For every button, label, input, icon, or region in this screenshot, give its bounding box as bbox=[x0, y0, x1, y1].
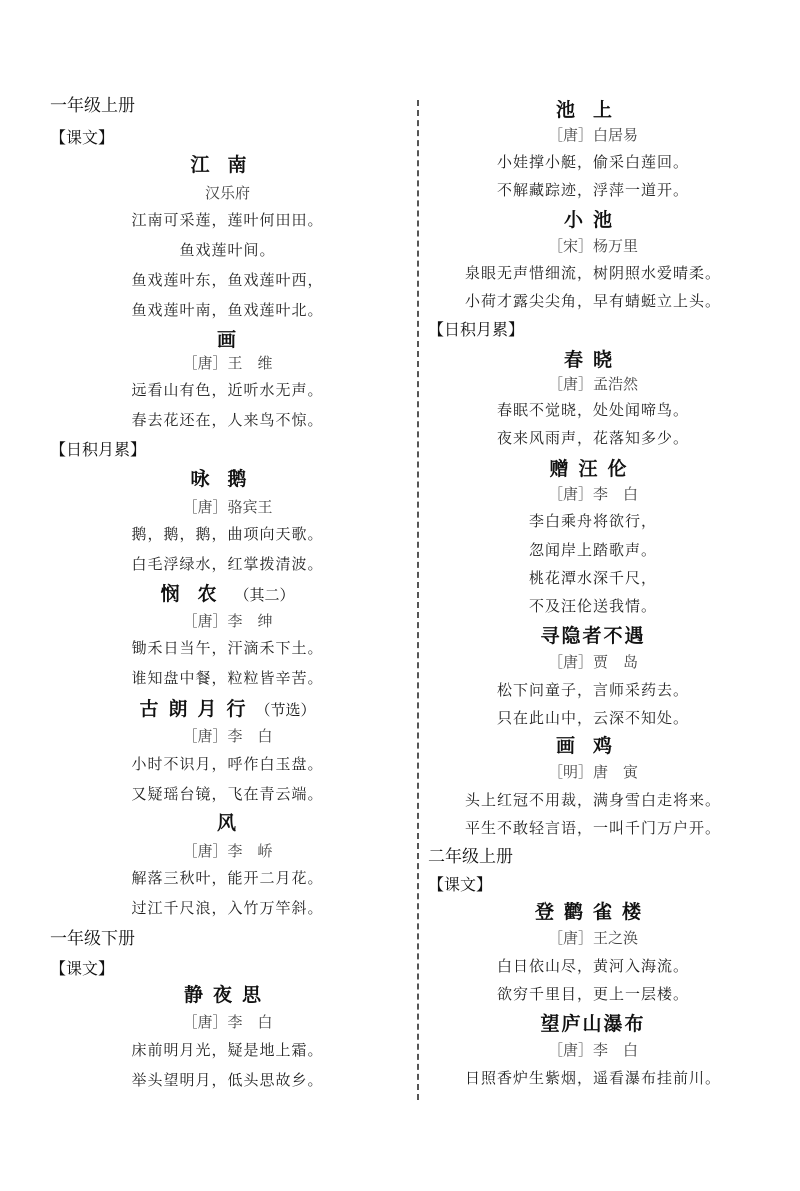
poem-title-note: （节选） bbox=[255, 701, 316, 719]
grade-heading-text: 二年级上册 bbox=[428, 847, 513, 867]
poem-author bbox=[50, 729, 405, 744]
poem-author-text: ［唐］白居易 bbox=[547, 126, 638, 144]
section-label bbox=[428, 322, 758, 338]
poem-author-text: ［明］唐 寅 bbox=[547, 763, 638, 781]
poem-line-text: 小娃撑小艇，偷采白莲回。 bbox=[496, 153, 689, 171]
poem-title-text: 咏鹅 bbox=[190, 468, 265, 490]
poem-line bbox=[50, 383, 405, 398]
poem-title bbox=[428, 211, 758, 230]
poem-title bbox=[50, 986, 405, 1005]
poem-line bbox=[50, 273, 405, 288]
poem-title-text: 风 bbox=[216, 812, 238, 834]
poem-line bbox=[50, 303, 405, 318]
poem-line-text: 日照香炉生紫烟，遥看瀑布挂前川。 bbox=[464, 1069, 721, 1087]
poem-author bbox=[428, 931, 758, 946]
section-label bbox=[50, 442, 405, 458]
poem-line bbox=[428, 431, 758, 446]
poem-line-text: 只在此山中，云深不知处。 bbox=[496, 709, 689, 727]
poem-line bbox=[428, 987, 758, 1002]
poem-title bbox=[50, 700, 405, 719]
poem-title bbox=[428, 460, 758, 479]
poem-line bbox=[428, 1071, 758, 1086]
poem-line-text: 忽闻岸上踏歌声。 bbox=[528, 541, 657, 559]
poem-line bbox=[428, 294, 758, 309]
poem-author bbox=[428, 765, 758, 780]
poem-line bbox=[50, 243, 405, 258]
poem-title-text: 春晓 bbox=[563, 349, 622, 371]
poem-author-text: ［唐］李 白 bbox=[547, 485, 638, 503]
section-label-text: 【日积月累】 bbox=[428, 320, 525, 339]
poem-line bbox=[428, 959, 758, 974]
poem-author-text: 汉乐府 bbox=[204, 184, 250, 202]
section-label bbox=[50, 961, 405, 977]
poem-title-note: （其二） bbox=[234, 586, 295, 604]
poem-title bbox=[50, 156, 405, 175]
section-label-text: 【课文】 bbox=[50, 128, 115, 147]
poem-title-text: 望庐山瀑布 bbox=[540, 1013, 646, 1035]
poem-line bbox=[428, 514, 758, 529]
poem-title bbox=[428, 737, 758, 756]
poem-author bbox=[50, 844, 405, 859]
poem-line bbox=[50, 527, 405, 542]
section-label-text: 【日积月累】 bbox=[50, 440, 147, 459]
poem-author-text: ［唐］李 白 bbox=[547, 1041, 638, 1059]
poem-author bbox=[428, 655, 758, 670]
poem-author bbox=[50, 500, 405, 515]
poem-line bbox=[50, 641, 405, 656]
poem-author bbox=[50, 356, 405, 371]
poem-line bbox=[428, 266, 758, 281]
grade-heading bbox=[50, 98, 405, 115]
poem-title-text: 寻隐者不遇 bbox=[540, 625, 646, 647]
poem-line bbox=[50, 871, 405, 886]
poem-title-text: 古朗月行 bbox=[139, 698, 256, 720]
poem-line bbox=[428, 821, 758, 836]
poem-author-text: ［宋］杨万里 bbox=[547, 237, 638, 255]
poem-line bbox=[50, 901, 405, 916]
poem-line-text: 江南可采莲，莲叶何田田。 bbox=[131, 211, 324, 229]
poem-line-text: 过江千尺浪，入竹万竿斜。 bbox=[131, 899, 324, 917]
poem-author bbox=[428, 377, 758, 392]
poem-author-text: ［唐］孟浩然 bbox=[547, 375, 638, 393]
poem-line-text: 泉眼无声惜细流，树阴照水爱晴柔。 bbox=[464, 264, 721, 282]
poem-title-text: 画 bbox=[216, 329, 238, 351]
poem-line bbox=[428, 543, 758, 558]
poem-line-text: 解落三秋叶，能开二月花。 bbox=[131, 869, 324, 887]
poem-line bbox=[428, 403, 758, 418]
poem-title-text: 小池 bbox=[563, 209, 622, 231]
poem-line bbox=[428, 599, 758, 614]
poem-line bbox=[428, 793, 758, 808]
poem-line-text: 远看山有色，近听水无声。 bbox=[131, 381, 324, 399]
poem-line bbox=[50, 413, 405, 428]
poem-title-text: 静夜思 bbox=[183, 984, 271, 1006]
poem-title bbox=[428, 1015, 758, 1034]
poem-line bbox=[50, 1043, 405, 1058]
poem-author-text: ［唐］李 白 bbox=[182, 727, 273, 745]
poem-author bbox=[50, 614, 405, 629]
poem-author bbox=[50, 1015, 405, 1030]
poem-author bbox=[50, 186, 405, 201]
poem-line-text: 鱼戏莲叶南，鱼戏莲叶北。 bbox=[131, 301, 324, 319]
poem-line-text: 春眠不觉晓，处处闻啼鸟。 bbox=[496, 401, 689, 419]
poem-line-text: 夜来风雨声，花落知多少。 bbox=[496, 429, 689, 447]
poem-title bbox=[428, 903, 758, 922]
poem-line-text: 鱼戏莲叶间。 bbox=[179, 241, 276, 259]
poem-line bbox=[50, 787, 405, 802]
poem-line-text: 欲穷千里目，更上一层楼。 bbox=[496, 985, 689, 1003]
grade-heading bbox=[50, 931, 405, 948]
poem-title bbox=[50, 331, 405, 350]
poem-line bbox=[428, 155, 758, 170]
poem-title bbox=[428, 101, 758, 120]
poem-line-text: 李白乘舟将欲行， bbox=[528, 512, 657, 530]
poem-author-text: ［唐］贾 岛 bbox=[547, 653, 638, 671]
poem-line bbox=[50, 671, 405, 686]
poem-line-text: 锄禾日当午，汗滴禾下土。 bbox=[131, 639, 324, 657]
poem-line-text: 不解藏踪迹，浮萍一道开。 bbox=[496, 181, 689, 199]
poem-title-text: 池上 bbox=[555, 99, 630, 121]
poem-title bbox=[428, 351, 758, 370]
poem-title bbox=[428, 627, 758, 646]
poem-line-text: 平生不敢轻言语，一叫千门万户开。 bbox=[464, 819, 721, 837]
section-label-text: 【课文】 bbox=[428, 875, 493, 894]
poem-line bbox=[50, 757, 405, 772]
poem-line-text: 白毛浮绿水，红掌拨清波。 bbox=[131, 555, 324, 573]
poem-line-text: 小时不识月，呼作白玉盘。 bbox=[131, 755, 324, 773]
poem-line bbox=[50, 213, 405, 228]
poem-title-text: 赠汪伦 bbox=[549, 458, 637, 480]
poem-line bbox=[428, 711, 758, 726]
poem-title-text: 江南 bbox=[190, 154, 265, 176]
poem-author-text: ［唐］王之涣 bbox=[547, 929, 638, 947]
poem-line-text: 床前明月光，疑是地上霜。 bbox=[131, 1041, 324, 1059]
poem-title bbox=[50, 814, 405, 833]
poem-line-text: 又疑瑶台镜，飞在青云端。 bbox=[131, 785, 324, 803]
poem-line-text: 举头望明月，低头思故乡。 bbox=[131, 1071, 324, 1089]
poem-title-text: 登鹳雀楼 bbox=[534, 901, 651, 923]
poem-line bbox=[428, 683, 758, 698]
poem-line bbox=[50, 557, 405, 572]
section-label-text: 【课文】 bbox=[50, 959, 115, 978]
poem-title bbox=[50, 470, 405, 489]
poem-author bbox=[428, 1043, 758, 1058]
poem-author-text: ［唐］李 绅 bbox=[182, 612, 273, 630]
poem-line-text: 松下问童子，言师采药去。 bbox=[496, 681, 689, 699]
poem-line-text: 春去花还在，人来鸟不惊。 bbox=[131, 411, 324, 429]
column-divider bbox=[417, 100, 419, 1100]
poem-author bbox=[428, 128, 758, 143]
grade-heading-text: 一年级下册 bbox=[50, 929, 135, 949]
poem-line-text: 谁知盘中餐，粒粒皆辛苦。 bbox=[131, 669, 324, 687]
poem-author-text: ［唐］王 维 bbox=[182, 354, 273, 372]
poem-title bbox=[50, 585, 405, 604]
section-label bbox=[428, 877, 758, 893]
poem-line-text: 小荷才露尖尖角，早有蜻蜓立上头。 bbox=[464, 292, 721, 310]
poem-line-text: 鹅，鹅，鹅，曲项向天歌。 bbox=[131, 525, 324, 543]
poem-line-text: 不及汪伦送我情。 bbox=[528, 597, 657, 615]
poem-line-text: 白日依山尽，黄河入海流。 bbox=[496, 957, 689, 975]
poem-author-text: ［唐］李 白 bbox=[182, 1013, 273, 1031]
poem-line bbox=[428, 183, 758, 198]
grade-heading bbox=[428, 849, 758, 866]
poem-line bbox=[50, 1073, 405, 1088]
poem-author bbox=[428, 487, 758, 502]
poem-line-text: 桃花潭水深千尺， bbox=[528, 569, 657, 587]
poem-line bbox=[428, 571, 758, 586]
section-label bbox=[50, 130, 405, 146]
poem-line-text: 头上红冠不用裁，满身雪白走将来。 bbox=[464, 791, 721, 809]
poem-author-text: ［唐］骆宾王 bbox=[182, 498, 273, 516]
poem-title-text: 画鸡 bbox=[555, 735, 630, 757]
poem-line-text: 鱼戏莲叶东，鱼戏莲叶西， bbox=[131, 271, 324, 289]
poem-author bbox=[428, 239, 758, 254]
poem-title-text: 悯农 bbox=[160, 583, 235, 605]
grade-heading-text: 一年级上册 bbox=[50, 96, 135, 116]
poem-author-text: ［唐］李 峤 bbox=[182, 842, 273, 860]
